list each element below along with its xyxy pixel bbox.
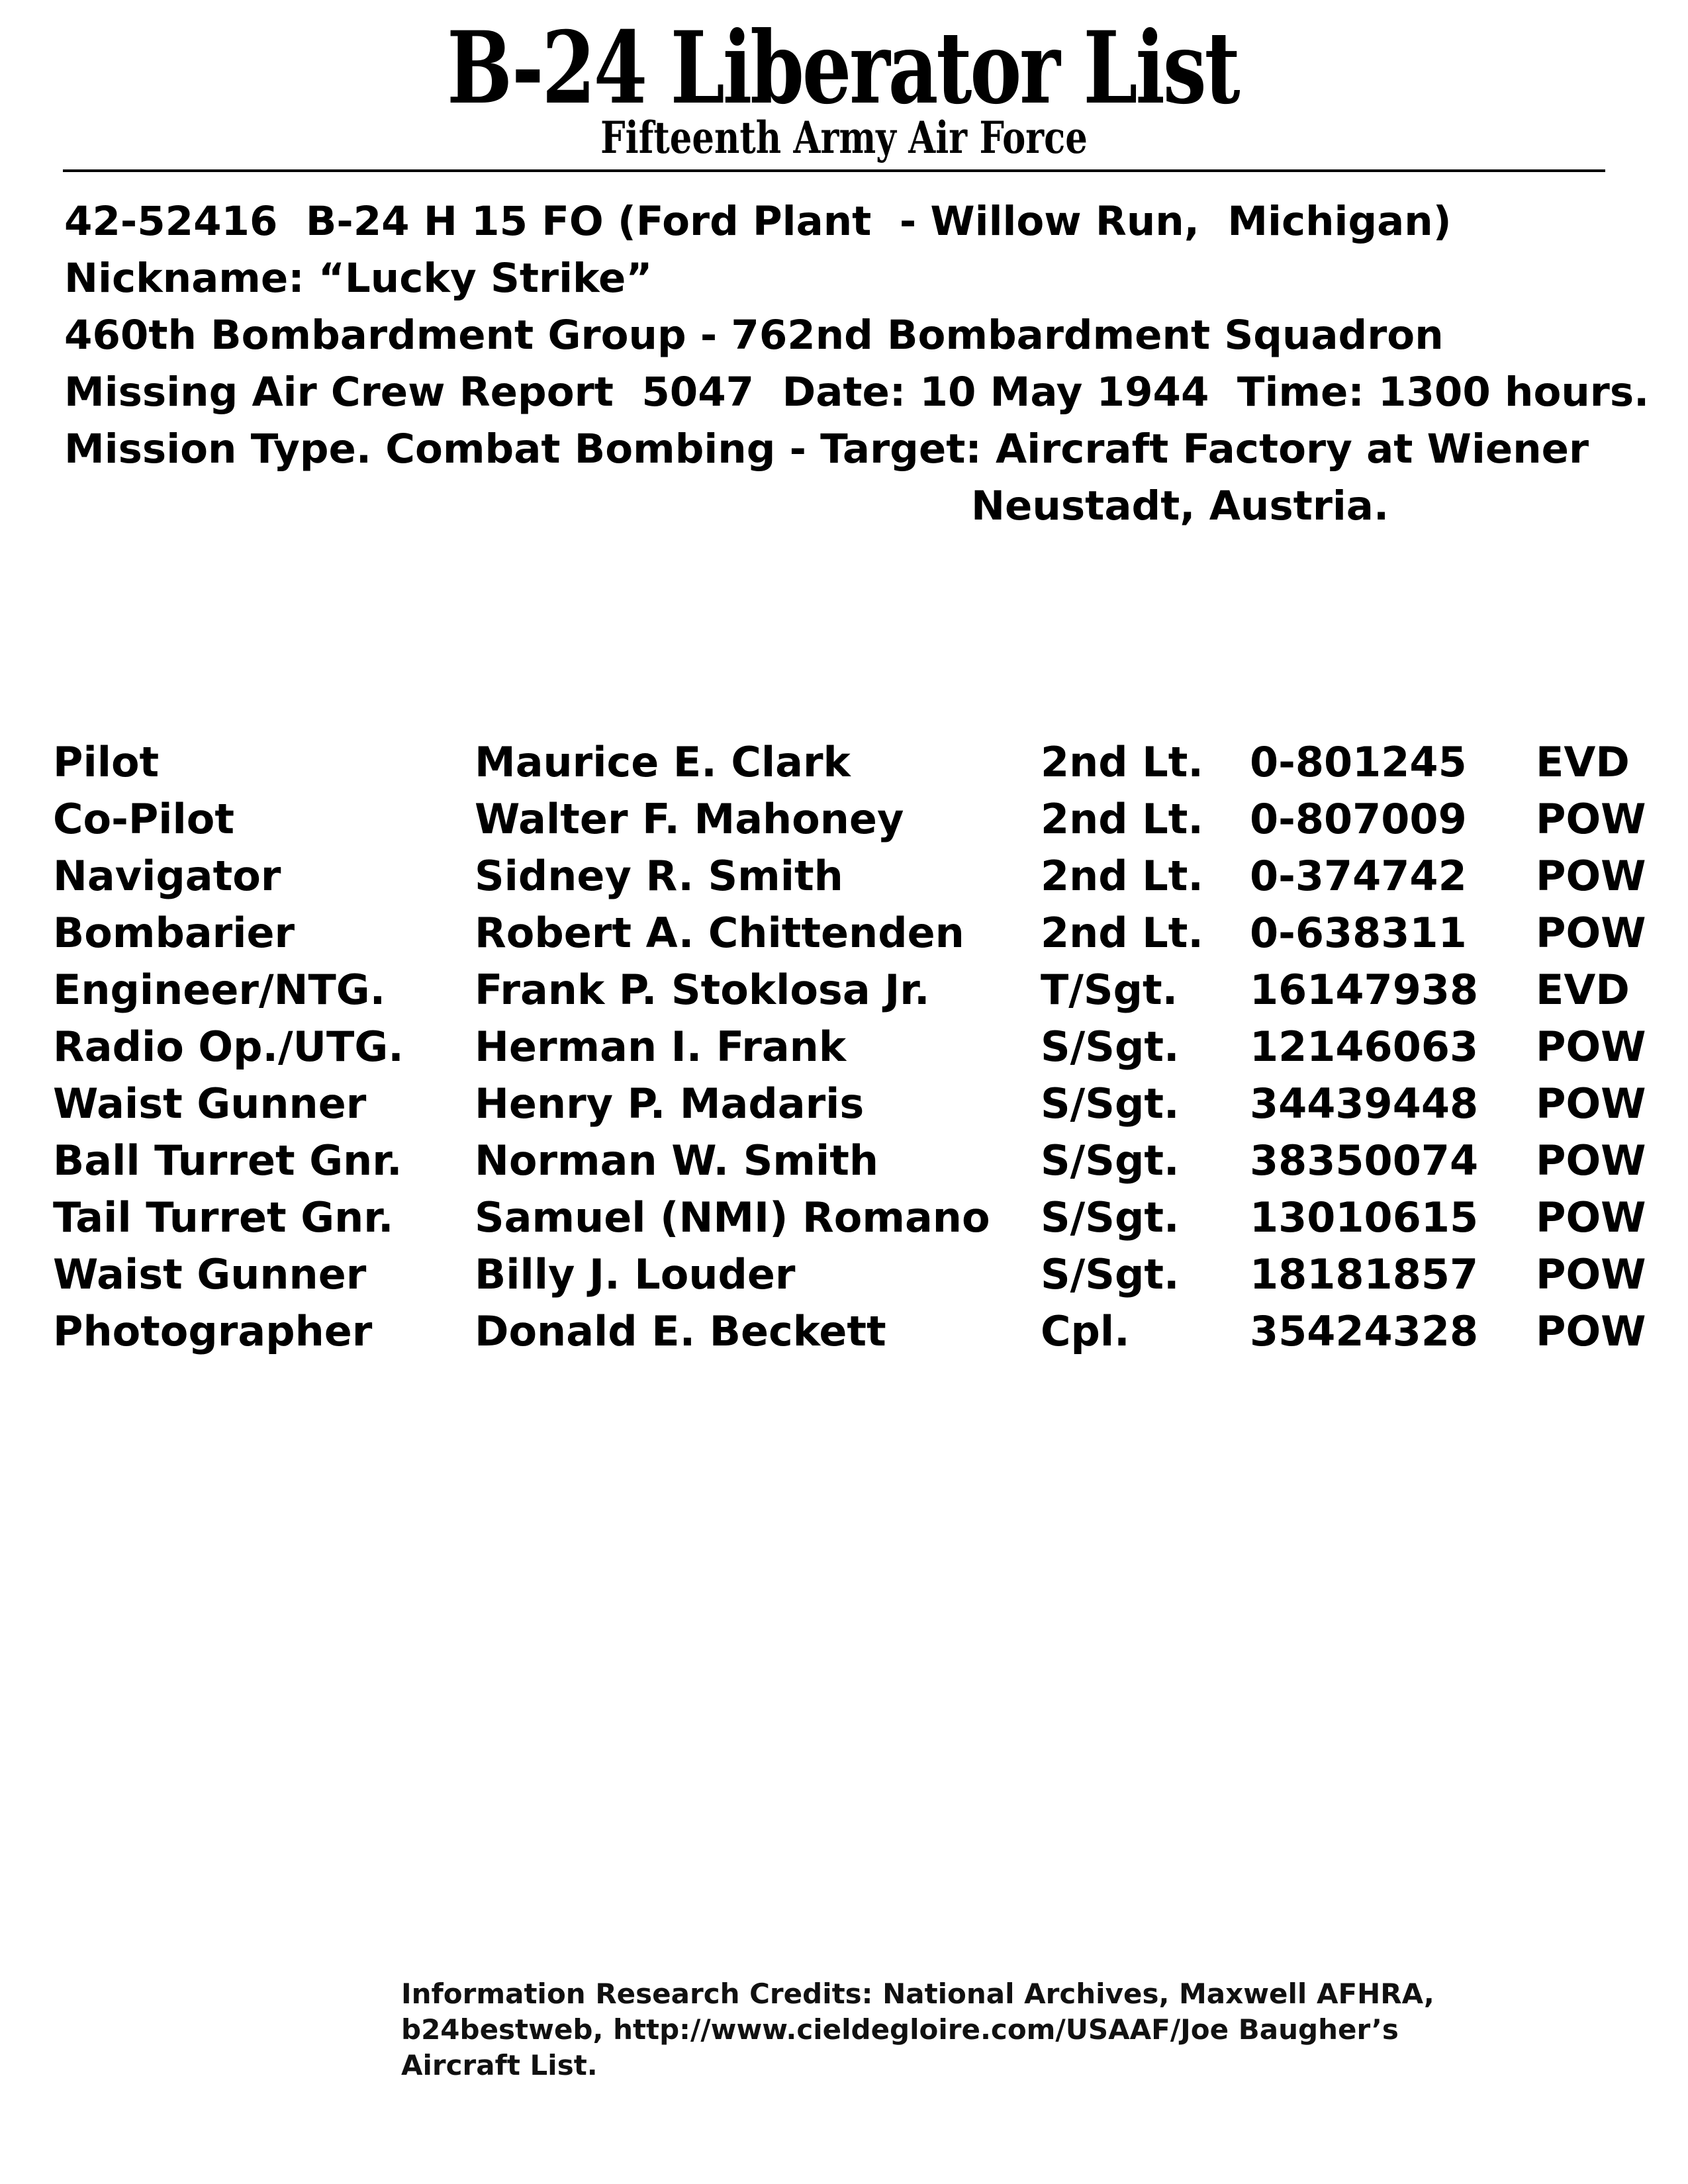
crew-serial: 12146063	[1250, 1023, 1479, 1071]
crew-rank: 2nd Lt.	[1041, 738, 1203, 786]
crew-row	[53, 1303, 1655, 1360]
crew-serial: 35424328	[1250, 1307, 1479, 1355]
crew-row	[53, 1075, 1655, 1132]
crew-position: Engineer/NTG.	[53, 966, 386, 1014]
macr-report: Missing Air Crew Report 5047 Date: 10 May 1944 Time: 1300 hours.	[64, 369, 1650, 416]
crew-position: Navigator	[53, 852, 281, 900]
crew-table	[53, 734, 1655, 1360]
crew-serial: 0-807009	[1250, 795, 1467, 843]
aircraft-nickname: Nickname: “Lucky Strike”	[64, 255, 653, 302]
crew-serial: 0-801245	[1250, 738, 1467, 786]
crew-serial: 18181857	[1250, 1250, 1479, 1298]
crew-status: POW	[1536, 1307, 1646, 1355]
aircraft-serial-model: 42-52416 B-24 H 15 FO (Ford Plant - Willow Run, Michigan)	[64, 198, 1452, 245]
crew-rank: Cpl.	[1041, 1307, 1130, 1355]
crew-status: POW	[1536, 795, 1646, 843]
aircraft-info	[64, 193, 1650, 535]
mission-type: Mission Type. Combat Bombing - Target: Aircraft Factory at Wiener	[64, 426, 1589, 473]
crew-name: Walter F. Mahoney	[475, 795, 904, 843]
crew-rank: S/Sgt.	[1041, 1136, 1180, 1185]
crew-name: Norman W. Smith	[475, 1136, 878, 1185]
crew-name: Herman I. Frank	[475, 1023, 847, 1071]
crew-row	[53, 1246, 1655, 1303]
crew-rank: S/Sgt.	[1041, 1079, 1180, 1128]
crew-name: Billy J. Louder	[475, 1250, 796, 1298]
page-title: B-24 Liberator List	[447, 10, 1239, 126]
crew-position: Waist Gunner	[53, 1079, 367, 1128]
crew-name: Maurice E. Clark	[475, 738, 851, 786]
page-subtitle: Fifteenth Army Air Force	[600, 112, 1088, 163]
crew-position: Pilot	[53, 738, 160, 786]
crew-row	[53, 791, 1655, 848]
crew-serial: 34439448	[1250, 1079, 1479, 1128]
credits-line: b24bestweb, http://www.cieldegloire.com/USAAF/Joe Baugher’s	[401, 2013, 1399, 2046]
crew-position: Photographer	[53, 1307, 373, 1355]
crew-row	[53, 905, 1655, 962]
crew-status: POW	[1536, 1136, 1646, 1185]
crew-row	[53, 734, 1655, 791]
credits-line: Aircraft List.	[401, 2049, 598, 2081]
header-divider	[63, 169, 1605, 172]
crew-rank: 2nd Lt.	[1041, 852, 1203, 900]
crew-position: Waist Gunner	[53, 1250, 367, 1298]
crew-serial: 16147938	[1250, 966, 1479, 1014]
crew-name: Donald E. Beckett	[475, 1307, 886, 1355]
crew-rank: T/Sgt.	[1041, 966, 1178, 1014]
crew-status: POW	[1536, 1023, 1646, 1071]
crew-status: EVD	[1536, 738, 1630, 786]
crew-name: Robert A. Chittenden	[475, 909, 964, 957]
crew-row	[53, 848, 1655, 905]
crew-status: POW	[1536, 852, 1646, 900]
crew-serial: 0-638311	[1250, 909, 1467, 957]
crew-row	[53, 1019, 1655, 1075]
crew-name: Sidney R. Smith	[475, 852, 843, 900]
credits-line: Information Research Credits: National Archives, Maxwell AFHRA,	[401, 1978, 1434, 2010]
research-credits	[401, 1976, 1434, 2083]
crew-rank: S/Sgt.	[1041, 1250, 1180, 1298]
mission-target-continued: Neustadt, Austria.	[971, 482, 1389, 529]
crew-name: Henry P. Madaris	[475, 1079, 865, 1128]
crew-position: Ball Turret Gnr.	[53, 1136, 402, 1185]
crew-rank: S/Sgt.	[1041, 1193, 1180, 1242]
crew-rank: 2nd Lt.	[1041, 909, 1203, 957]
crew-row	[53, 962, 1655, 1019]
crew-rank: S/Sgt.	[1041, 1023, 1180, 1071]
crew-name: Samuel (NMI) Romano	[475, 1193, 990, 1242]
crew-status: POW	[1536, 1193, 1646, 1242]
crew-row	[53, 1189, 1655, 1246]
crew-status: EVD	[1536, 966, 1630, 1014]
crew-position: Tail Turret Gnr.	[53, 1193, 394, 1242]
crew-status: POW	[1536, 1079, 1646, 1128]
crew-position: Bombarier	[53, 909, 295, 957]
crew-position: Radio Op./UTG.	[53, 1023, 404, 1071]
crew-position: Co-Pilot	[53, 795, 235, 843]
crew-row	[53, 1132, 1655, 1189]
crew-rank: 2nd Lt.	[1041, 795, 1203, 843]
crew-serial: 0-374742	[1250, 852, 1467, 900]
aircraft-unit: 460th Bombardment Group - 762nd Bombardment Squadron	[64, 312, 1444, 359]
crew-name: Frank P. Stoklosa Jr.	[475, 966, 930, 1014]
crew-status: POW	[1536, 1250, 1646, 1298]
crew-serial: 13010615	[1250, 1193, 1479, 1242]
crew-serial: 38350074	[1250, 1136, 1479, 1185]
crew-status: POW	[1536, 909, 1646, 957]
